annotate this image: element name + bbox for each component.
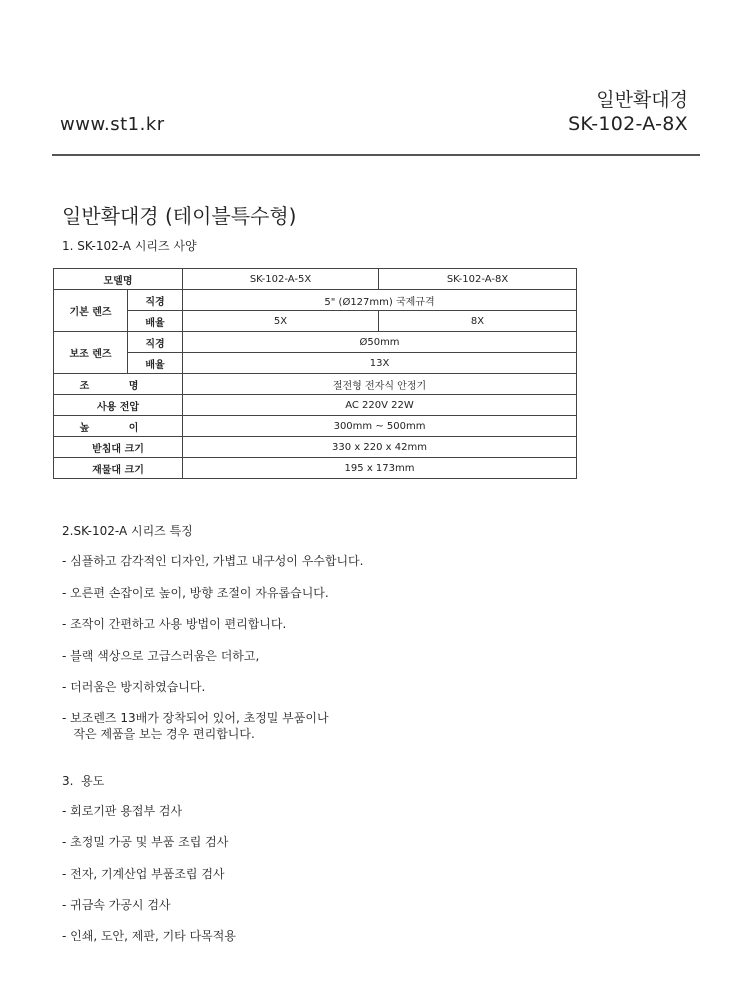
table-row [54,374,577,395]
aux-diameter-label-cell: 직경 [128,332,183,353]
use-item: - 인쇄, 도안, 제판, 기타 다목적용 [62,929,236,943]
stage-size-value-cell: 195 x 173mm [183,458,577,479]
aux-diameter-value-cell: Ø50mm [183,332,577,353]
height-value-cell: 300mm ~ 500mm [183,416,577,437]
header-product-block [568,88,688,136]
feature-item: - 조작이 간편하고 사용 방법이 편리합니다. [62,617,287,631]
site-url: www.st1.kr [60,114,165,135]
base-size-label-cell: 받침대 크기 [54,437,183,458]
aux-lens-label-cell: 보조 렌즈 [54,332,128,374]
voltage-label-cell: 사용 전압 [54,395,183,416]
feature-item: - 보조렌즈 13배가 장착되어 있어, 초정밀 부품이나 [62,711,329,725]
feature-item: - 더러움은 방지하였습니다. [62,680,206,694]
table-row [54,395,577,416]
section-heading-uses: 3. 용도 [62,774,105,788]
page-title: 일반확대경 (테이블특수형) [62,204,297,228]
table-row [54,290,577,311]
use-item: - 전자, 기계산업 부품조립 검사 [62,867,225,881]
use-item: - 귀금속 가공시 검사 [62,898,171,912]
model-8x-cell: SK-102-A-8X [379,269,577,290]
model-label-cell: 모델명 [54,269,183,290]
model-5x-cell: SK-102-A-5X [183,269,379,290]
header-model-code: SK-102-A-8X [568,113,688,135]
feature-item: - 오른편 손잡이로 높이, 방향 조절이 자유롭습니다. [62,586,329,600]
table-row [54,458,577,479]
table-row [54,311,577,332]
header-divider [52,154,700,156]
base-mag-label-cell: 배율 [128,311,183,332]
aux-mag-label-cell: 배율 [128,353,183,374]
base-mag-5x-cell: 5X [183,311,379,332]
base-diameter-value-cell: 5" (Ø127mm) 국제규격 [183,290,577,311]
base-lens-label-cell: 기본 렌즈 [54,290,128,332]
feature-item-continued: 작은 제품을 보는 경우 편리합니다. [62,727,255,741]
table-row [54,416,577,437]
feature-item: - 심플하고 감각적인 디자인, 가볍고 내구성이 우수합니다. [62,554,364,568]
table-row [54,437,577,458]
base-diameter-label-cell: 직경 [128,290,183,311]
section-heading-features: 2.SK-102-A 시리즈 특징 [62,524,193,538]
section-heading-specs: 1. SK-102-A 시리즈 사양 [62,239,197,253]
feature-item: - 블랙 색상으로 고급스러움은 더하고, [62,649,260,663]
base-mag-8x-cell: 8X [379,311,577,332]
voltage-value-cell: AC 220V 22W [183,395,577,416]
base-size-value-cell: 330 x 220 x 42mm [183,437,577,458]
table-row [54,353,577,374]
header-product-name: 일반확대경 [596,89,688,111]
table-row [54,269,577,290]
lighting-value-cell: 절전형 전자식 안정기 [183,374,577,395]
use-item: - 회로기판 용접부 검사 [62,804,183,818]
spec-table [53,268,577,479]
use-item: - 초정밀 가공 및 부품 조립 검사 [62,835,229,849]
aux-mag-value-cell: 13X [183,353,577,374]
stage-size-label-cell: 재물대 크기 [54,458,183,479]
lighting-label-cell: 조 명 [54,374,183,395]
table-row [54,332,577,353]
height-label-cell: 높 이 [54,416,183,437]
